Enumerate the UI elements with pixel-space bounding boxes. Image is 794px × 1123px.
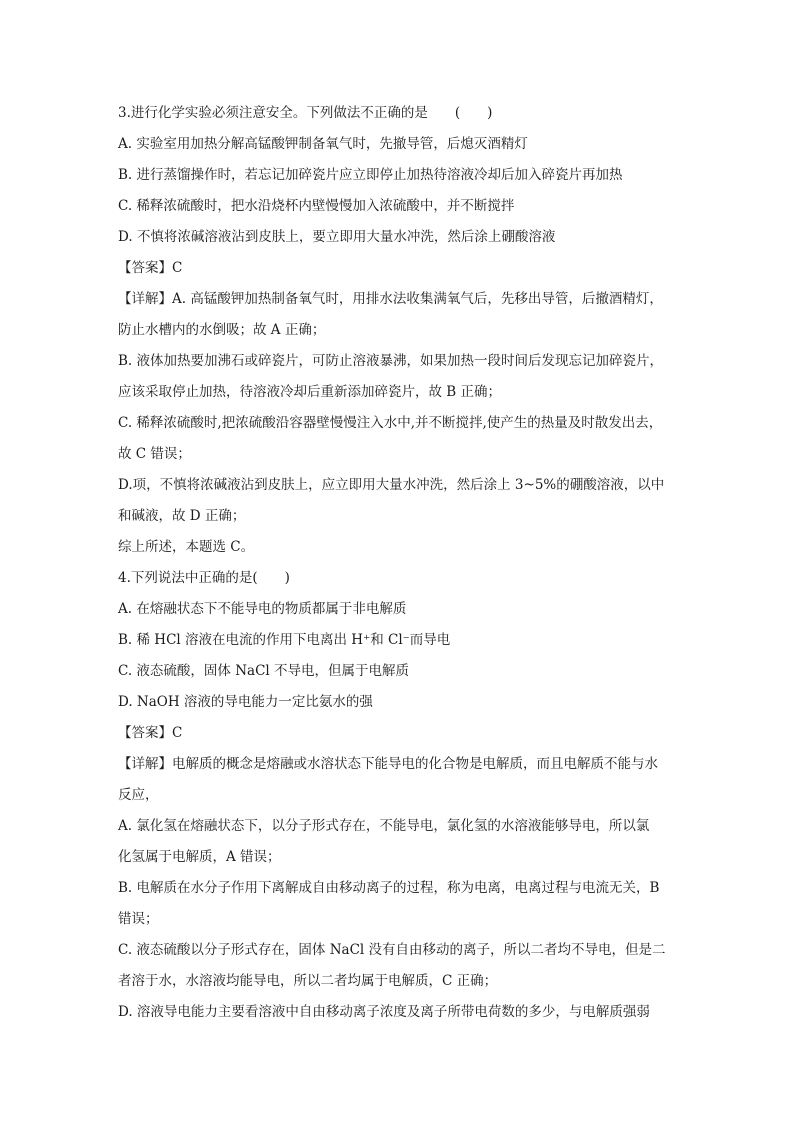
q3-explain-line: C. 稀释浓硫酸时,把浓硫酸沿容器壁慢慢注入水中,并不断搅拌,使产生的热量及时散发出去， [118, 415, 663, 431]
q3-option-a: A. 实验室用加热分解高锰酸钾制备氧气时，先撤导管，后熄灭酒精灯 [118, 136, 528, 152]
q4-explain-line: 化氢属于电解质，A 错误； [118, 849, 281, 865]
q3-answer: 【答案】C [118, 260, 183, 276]
q3-option-c: C. 稀释浓硫酸时，把水沿烧杯内壁慢慢加入浓硫酸中，并不断搅拌 [118, 198, 515, 214]
q4-explain-line: D. 溶液导电能力主要看溶液中自由移动离子浓度及离子所带电荷数的多少，与电解质强弱 [118, 1004, 650, 1020]
q4-option-c: C. 液态硫酸，固体 NaCl 不导电，但属于电解质 [118, 663, 410, 679]
q4-answer: 【答案】C [118, 725, 183, 741]
q4-explain-line: C. 液态硫酸以分子形式存在，固体 NaCl 没有自由移动的离子，所以二者均不导电，但是二 [118, 942, 666, 958]
q4-explain-line: A. 氯化氢在熔融状态下，以分子形式存在，不能导电，氯化氢的水溶液能够导电，所以氯 [118, 818, 650, 834]
q4-explain-line: 错误； [118, 911, 159, 927]
q4-explain-line: 【详解】电解质的概念是熔融或水溶状态下能导电的化合物是电解质，而且电解质不能与水 [118, 756, 658, 772]
q3-explain-line: 应该采取停止加热，待溶液冷却后重新添加碎瓷片，故 B 正确； [118, 384, 502, 400]
q3-explain-line: B. 液体加热要加沸石或碎瓷片，可防止溶液暴沸，如果加热一段时间后发现忘记加碎瓷片， [118, 353, 664, 369]
q3-explain-line: 故 C 错误； [118, 446, 191, 462]
q3-option-d: D. 不慎将浓碱溶液沾到皮肤上，要立即用大量水冲洗，然后涂上硼酸溶液 [118, 229, 556, 245]
q4-explain-line: B. 电解质在水分子作用下离解成自由移动离子的过程，称为电离，电离过程与电流无关，B [118, 880, 660, 896]
q3-explain-line: 【详解】A. 高锰酸钾加热制备氧气时，用排水法收集满氧气后，先移出导管，后撤酒精灯， [118, 291, 663, 307]
q4-explain-line: 者溶于水，水溶液均能导电，所以二者均属于电解质，C 正确； [118, 973, 498, 989]
q4-option-d: D. NaOH 溶液的导电能力一定比氨水的强 [118, 694, 373, 710]
q3-stem: 3.进行化学实验必须注意安全。下列做法不正确的是 ( ) [118, 105, 493, 121]
q4-option-b: B. 稀 HCl 溶液在电流的作用下电离出 H⁺和 Cl⁻而导电 [118, 632, 451, 648]
q4-stem: 4.下列说法中正确的是( ) [118, 570, 290, 586]
q4-option-a: A. 在熔融状态下不能导电的物质都属于非电解质 [118, 601, 407, 617]
q3-explain-line: 和碱液，故 D 正确； [118, 508, 246, 524]
q3-explain-line: 防止水槽内的水倒吸；故 A 正确； [118, 322, 326, 338]
q3-explain-line: D.项，不慎将浓碱液沾到皮肤上，应立即用大量水冲洗，然后涂上 3~5%的硼酸溶液，以中 [118, 477, 665, 493]
q4-explain-line: 反应， [118, 787, 159, 803]
q3-summary: 综上所述，本题选 C。 [118, 539, 255, 555]
q3-option-b: B. 进行蒸馏操作时，若忘记加碎瓷片应立即停止加热待溶液冷却后加入碎瓷片再加热 [118, 167, 623, 183]
